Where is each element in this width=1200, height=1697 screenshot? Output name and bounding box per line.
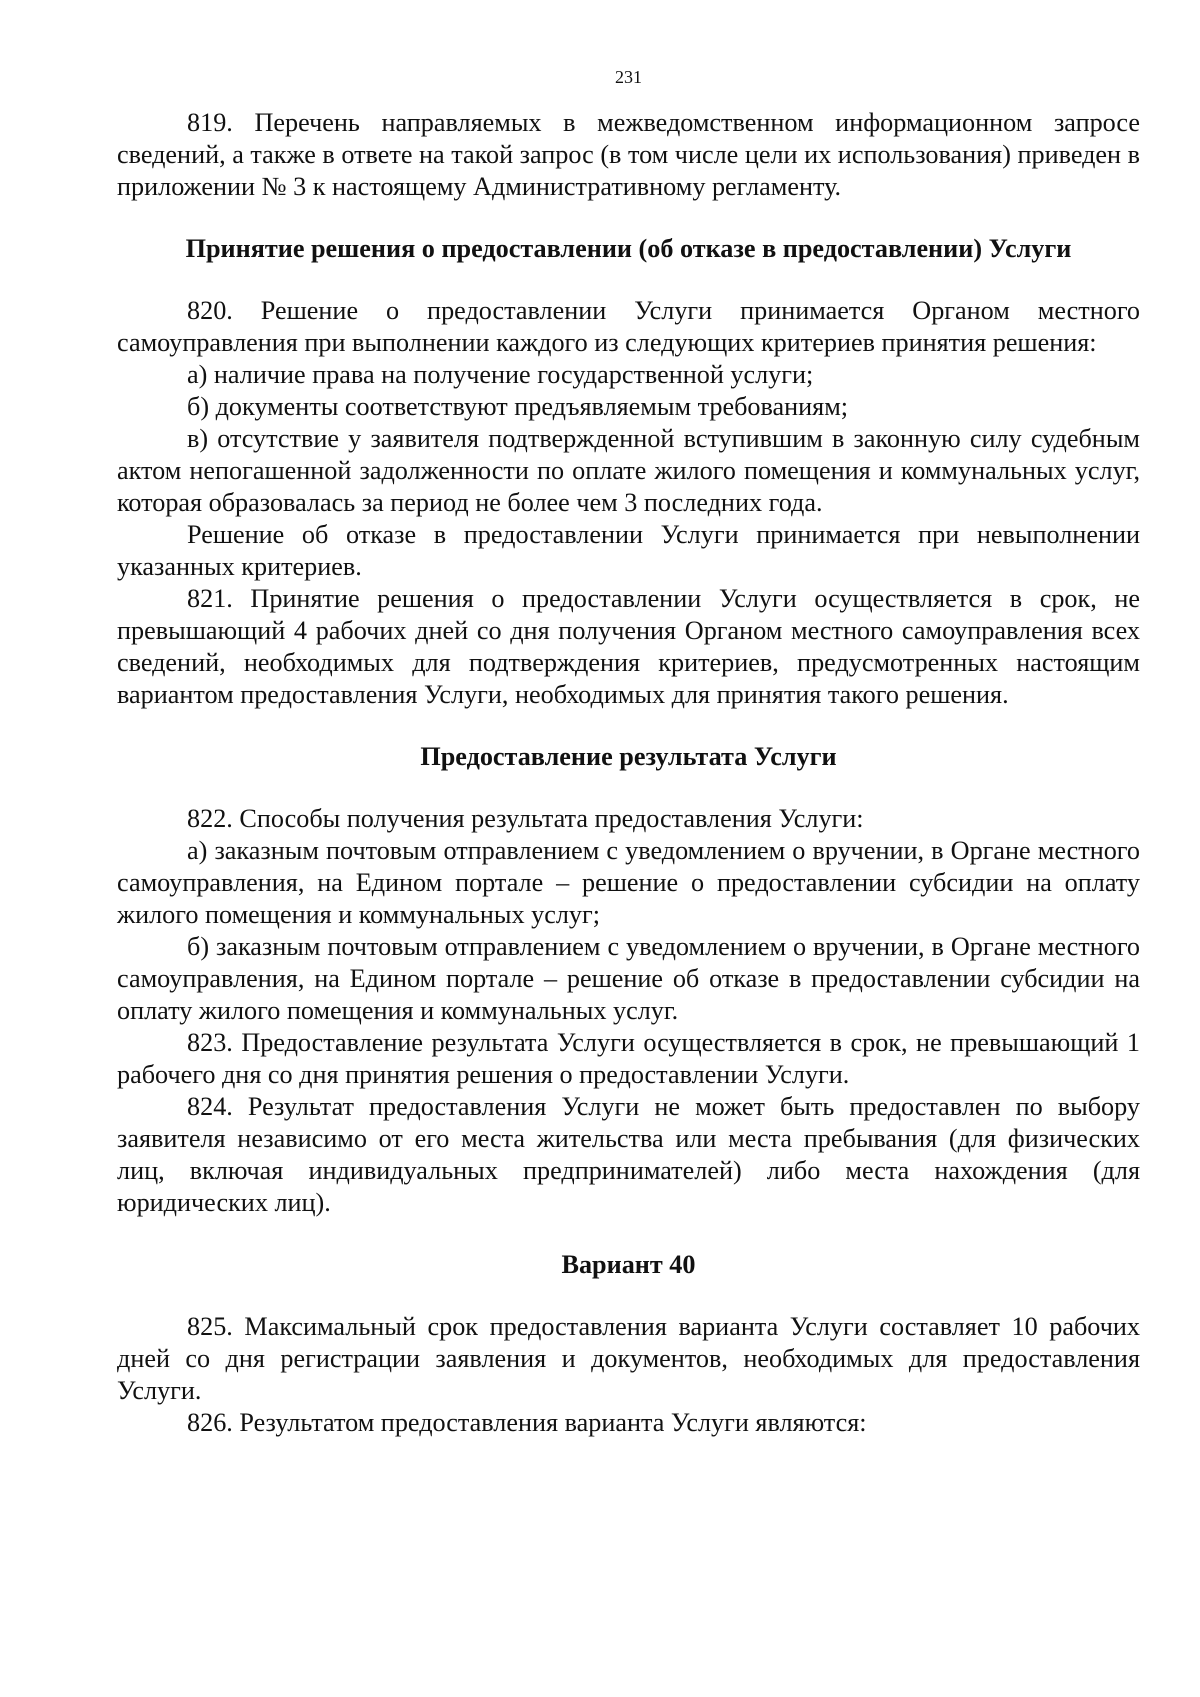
paragraph-820: 820. Решение о предоставлении Услуги принимается Органом местного самоуправления при выполнении каждого из следующих критериев принятия решения: — [117, 296, 1140, 357]
paragraph-821: 821. Принятие решения о предоставлении Услуги осуществляется в срок, не превышающий 4 рабочих дней со дня получения Органом местного самоуправления всех сведений, необходимых для подтверждения критериев, предусмотренных настоящим вариантом предоставления Услуги, необходимых для принятия такого решения. — [117, 584, 1140, 709]
paragraph-823: 823. Предоставление результата Услуги осуществляется в срок, не превышающий 1 рабочего дня со дня принятия решения о предоставлении Услуги. — [117, 1028, 1140, 1089]
heading-result: Предоставление результата Услуги — [420, 742, 837, 771]
paragraph-822-b: б) заказным почтовым отправлением с уведомлением о вручении, в Органе местного самоуправления, на Едином портале – решение об отказе в предоставлении субсидии на оплату жилого помещения и коммунальных услуг. — [117, 932, 1140, 1025]
paragraph-819: 819. Перечень направляемых в межведомственном информационном запросе сведений, а также в ответе на такой запрос (в том числе цели их использования) приведен в приложении № 3 к настоящему Административному регламенту. — [117, 108, 1140, 201]
heading-decision: Принятие решения о предоставлении (об отказе в предоставлении) Услуги — [185, 234, 1072, 263]
paragraph-820-a: а) наличие права на получение государственной услуги; — [187, 360, 814, 389]
page-number: 231 — [615, 67, 642, 87]
paragraph-820-c: в) отсутствие у заявителя подтвержденной вступившим в законную силу судебным актом непогашенной задолженности по оплате жилого помещения и коммунальных услуг, которая образовалась за период не более чем 3 последних года. — [117, 424, 1140, 517]
paragraph-822-a: а) заказным почтовым отправлением с уведомлением о вручении, в Органе местного самоуправления, на Едином портале – решение о предоставлении субсидии на оплату жилого помещения и коммунальных услуг; — [117, 836, 1140, 929]
paragraph-820-b: б) документы соответствуют предъявляемым требованиям; — [187, 392, 849, 421]
paragraph-824: 824. Результат предоставления Услуги не может быть предоставлен по выбору заявителя независимо от его места жительства или места пребывания (для физических лиц, включая индивидуальных предпринимателей) либо места нахождения (для юридических лиц). — [117, 1092, 1140, 1217]
paragraph-825: 825. Максимальный срок предоставления варианта Услуги составляет 10 рабочих дней со дня регистрации заявления и документов, необходимых для предоставления Услуги. — [117, 1312, 1140, 1405]
heading-variant: Вариант 40 — [561, 1250, 696, 1279]
paragraph-822: 822. Способы получения результата предоставления Услуги: — [187, 804, 864, 833]
paragraph-826: 826. Результатом предоставления варианта Услуги являются: — [187, 1408, 867, 1437]
paragraph-820-refusal: Решение об отказе в предоставлении Услуги принимается при невыполнении указанных критериев. — [117, 520, 1140, 581]
